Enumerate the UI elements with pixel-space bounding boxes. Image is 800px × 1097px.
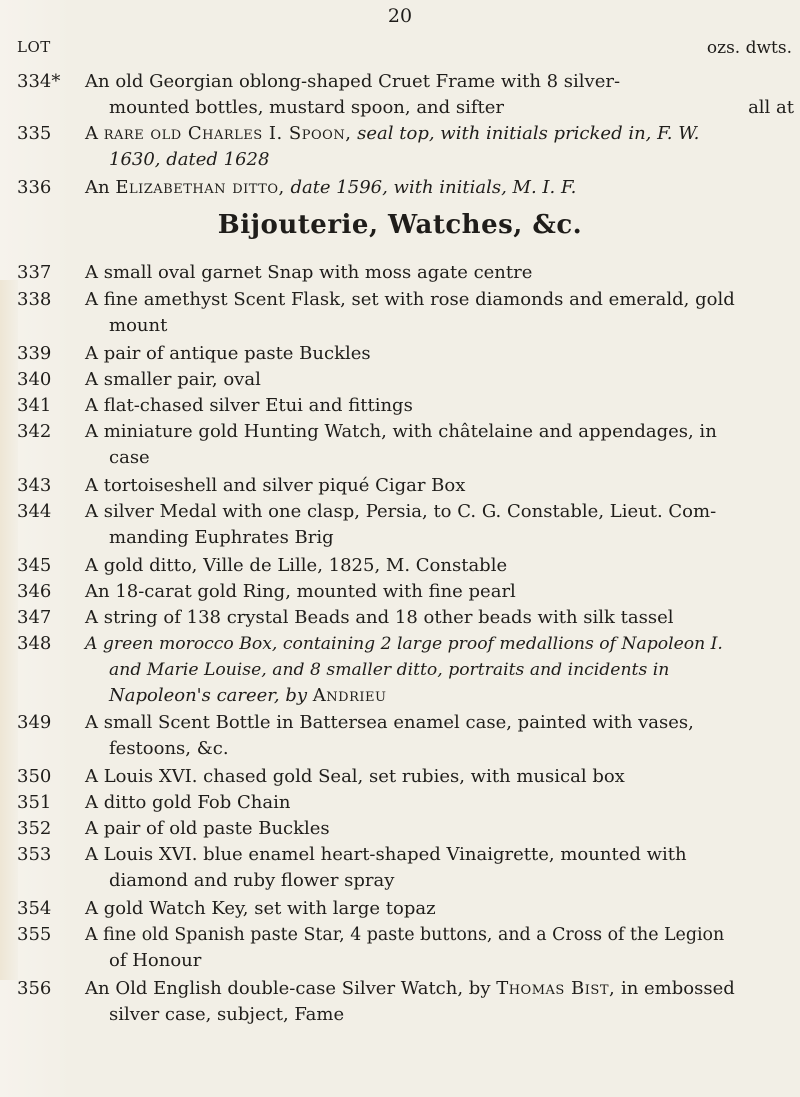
description-line: A Louis XVI. blue enamel heart-shaped Vinaigrette, mounted with xyxy=(85,844,687,865)
description-line: silver case, subject, Fame xyxy=(109,1004,345,1025)
lot-number: 346 xyxy=(17,581,52,602)
description-line: A Louis XVI. chased gold Seal, set rubies, with musical box xyxy=(85,766,625,787)
lot-number: 348 xyxy=(17,633,52,654)
description-line: A tortoiseshell and silver piqué Cigar Box xyxy=(85,475,466,496)
description-line: A flat-chased silver Etui and fittings xyxy=(85,395,413,416)
description-line: A green morocco Box, containing 2 large proof medallions of Napoleon I. xyxy=(85,634,723,654)
lot-description xyxy=(85,579,794,605)
lot-description xyxy=(85,790,794,816)
lot-number: 350 xyxy=(17,766,52,787)
description-line: A gold Watch Key, set with large topaz xyxy=(85,898,436,919)
description-line: A pair of antique paste Buckles xyxy=(85,343,371,364)
description-line: A ditto gold Fob Chain xyxy=(85,792,291,813)
lot-description xyxy=(85,121,794,173)
lot-description xyxy=(85,287,794,339)
lot-number: 347 xyxy=(17,607,52,628)
description-italic: Napoleon's career, by xyxy=(109,685,313,706)
description-tail: in embossed xyxy=(615,978,735,999)
description-lead: A xyxy=(85,123,104,144)
lot-description xyxy=(85,631,794,709)
lot-number: 355 xyxy=(17,924,52,945)
description-line: A gold ditto, Ville de Lille, 1825, M. Constable xyxy=(85,555,508,576)
lot-description xyxy=(85,816,794,842)
price-note: all at xyxy=(748,97,794,118)
lot-number: 354 xyxy=(17,898,52,919)
lot-description xyxy=(85,419,794,471)
lot-description xyxy=(85,710,794,762)
lot-description xyxy=(85,341,794,367)
description-line: A smaller pair, oval xyxy=(85,369,261,390)
lot-number: 343 xyxy=(17,475,52,496)
lot-description xyxy=(85,842,794,894)
lot-number: 352 xyxy=(17,818,52,839)
artist-name: Andrieu xyxy=(312,685,387,706)
lot-number: 341 xyxy=(17,395,52,416)
description-line xyxy=(85,976,794,1002)
description-line: case xyxy=(109,447,150,468)
lot-description xyxy=(85,260,794,286)
lot-number: 351 xyxy=(17,792,52,813)
description-line: 1630, dated 1628 xyxy=(109,149,270,170)
description-text: mounted bottles, mustard spoon, and sifter xyxy=(109,97,505,118)
description-line xyxy=(85,683,794,709)
description-line: A small Scent Bottle in Battersea enamel case, painted with vases, xyxy=(85,712,694,733)
section-title: Bijouterie, Watches, &c. xyxy=(217,210,583,240)
lot-number: 349 xyxy=(17,712,52,733)
description-line: festoons, &c. xyxy=(109,738,229,759)
description-line: A fine amethyst Scent Flask, set with rose diamonds and emerald, gold xyxy=(85,289,735,310)
lot-number: 336 xyxy=(17,177,52,198)
description-line: A string of 138 crystal Beads and 18 other beads with silk tassel xyxy=(85,607,674,628)
lot-column-heading: LOT xyxy=(17,38,51,56)
description-italic: seal top, with initials pricked in, F. W. xyxy=(351,123,700,144)
description-caps: rare old Charles I. Spoon, xyxy=(103,123,352,144)
description-line: of Honour xyxy=(109,950,202,971)
description-line: A pair of old paste Buckles xyxy=(85,818,330,839)
description-line: An 18-carat gold Ring, mounted with fine pearl xyxy=(85,581,516,602)
lot-description xyxy=(85,976,794,1028)
lot-number: 335 xyxy=(17,123,52,144)
description-italic: date 1596, with initials, M. I. F. xyxy=(284,177,577,198)
lot-description xyxy=(85,553,794,579)
description-line: and Marie Louise, and 8 smaller ditto, portraits and incidents in xyxy=(109,660,670,680)
lot-number: 344 xyxy=(17,501,52,522)
lot-number: 353 xyxy=(17,844,52,865)
lot-number: 337 xyxy=(17,262,52,283)
lot-number: 334* xyxy=(17,71,61,92)
weight-column-heading: ozs. dwts. xyxy=(706,38,792,58)
lot-description xyxy=(85,393,794,419)
description-line: manding Euphrates Brig xyxy=(109,527,334,548)
lot-number: 339 xyxy=(17,343,52,364)
lot-description xyxy=(85,764,794,790)
lot-description xyxy=(85,473,794,499)
lot-description xyxy=(85,69,794,121)
description-line: An old Georgian oblong-shaped Cruet Frame with 8 silver- xyxy=(85,71,621,92)
description-lead: An xyxy=(85,177,116,198)
description-line xyxy=(85,95,794,121)
description-line: A silver Medal with one clasp, Persia, to C. G. Constable, Lieut. Com- xyxy=(85,501,717,522)
description-line: A fine old Spanish paste Star, 4 paste buttons, and a Cross of the Legion xyxy=(85,925,725,945)
lot-number: 338 xyxy=(17,289,52,310)
lot-description xyxy=(85,175,794,201)
page-number: 20 xyxy=(387,5,413,27)
lot-number: 356 xyxy=(17,978,52,999)
lot-number: 340 xyxy=(17,369,52,390)
maker-name: Thomas Bist, xyxy=(496,978,616,999)
lot-number: 345 xyxy=(17,555,52,576)
description-line xyxy=(85,121,794,147)
lot-description xyxy=(85,896,794,922)
description-line: A small oval garnet Snap with moss agate centre xyxy=(85,262,533,283)
description-line: A miniature gold Hunting Watch, with châtelaine and appendages, in xyxy=(85,421,717,442)
description-line xyxy=(85,175,794,201)
lot-description xyxy=(85,922,794,974)
lot-description xyxy=(85,367,794,393)
lot-description xyxy=(85,605,794,631)
description-line: mount xyxy=(109,315,168,336)
description-lead: An Old English double-case Silver Watch, by xyxy=(85,978,497,999)
lot-number: 342 xyxy=(17,421,52,442)
lot-description xyxy=(85,499,794,551)
description-caps: Elizabethan ditto, xyxy=(115,177,285,198)
paper-edge-shadow xyxy=(0,280,18,980)
description-line: diamond and ruby flower spray xyxy=(109,870,395,891)
